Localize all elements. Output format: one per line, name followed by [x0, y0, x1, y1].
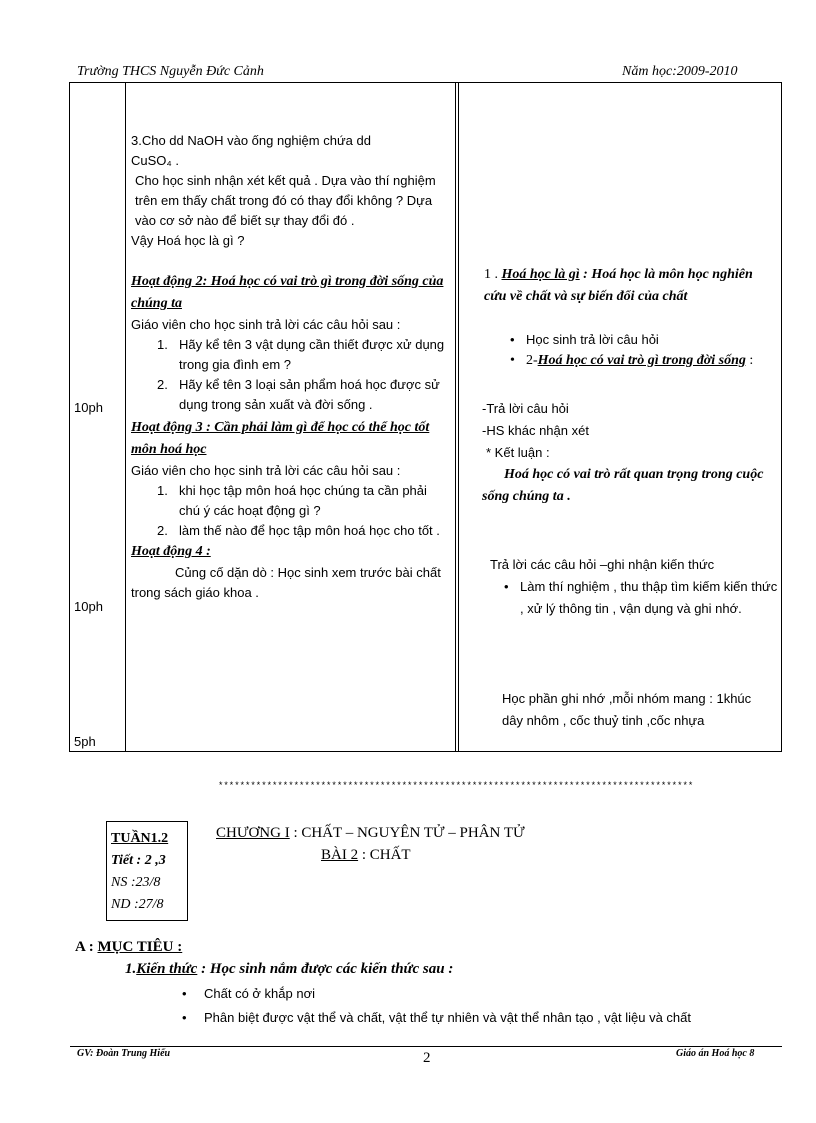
reply-text: -Trả lời câu hỏi — [482, 401, 569, 416]
separator-stars: **************************************************************************************** — [218, 781, 694, 791]
week-box — [106, 821, 188, 921]
nd-date: ND :27/8 — [111, 897, 164, 912]
student-answer-list — [508, 330, 778, 372]
activity-2-question-1: 1. Hãy kể tên 3 vật dụng cần thiết được xử dụng trong gia đình em ? — [157, 337, 445, 372]
teacher-column — [131, 131, 449, 603]
experiment-3-formula: CuSO₄ . — [131, 153, 179, 168]
activity-3-intro: Giáo viên cho học sinh trả lời các câu hỏi sau : — [131, 463, 401, 478]
activity-2-question-2: 2. Hãy kể tên 3 loại sản phẩm hoá học được sử dụng trong sản xuất và đời sống . — [157, 377, 440, 412]
footer-subject: Giáo án Hoá học 8 — [676, 1048, 755, 1059]
page-number: 2 — [423, 1050, 431, 1066]
table-divider-3 — [458, 82, 459, 752]
observe-text: Cho học sinh nhận xét kết quả . Dựa vào thí nghiệm trên em thấy chất trong đó có thay đổi không ? Dựa vào cơ sở nào để biết sự thay đổi đó . — [135, 173, 436, 228]
activity-4-body: Củng cố dặn dò : Học sinh xem trước bài chất trong sách giáo khoa . — [131, 565, 441, 600]
objective-item-1: • Chất có ở khắp nơi — [180, 982, 780, 1006]
student-answer: • Học sinh trả lời câu hỏi — [508, 330, 778, 350]
activity-3-question-2: 2. làm thế nào để học tập môn hoá học cho tốt . — [157, 523, 440, 538]
ns-date: NS :23/8 — [111, 875, 161, 890]
activity-3-title: Hoạt động 3 : Cần phải làm gì để học có thể học tốt môn hoá học — [131, 420, 430, 457]
time-cell-3: 5ph — [74, 734, 96, 749]
definition-block: 1 . Hoá học là gì : Hoá học là môn học nghiên cứu về chất và sự biến đổi của chất — [484, 267, 753, 304]
preparation-text: Học phần ghi nhớ ,mỗi nhóm mang : 1khúc dây nhôm , cốc thuỷ tinh ,cốc nhựa — [502, 691, 752, 728]
record-block — [490, 554, 780, 620]
lesson-title: BÀI 2 : CHẤT — [321, 847, 411, 863]
time-cell-2: 10ph — [74, 599, 103, 614]
table-divider-1 — [125, 82, 126, 752]
chapter-title: CHƯƠNG I : CHẤT – NGUYÊN TỬ – PHÂN TỬ — [216, 825, 525, 841]
role-heading: • 2-Hoá học có vai trò gì trong đời sống : — [508, 350, 778, 372]
definition-term: Hoá học là gì — [501, 267, 580, 282]
time-cell-1: 10ph — [74, 400, 103, 415]
conclusion-label: * Kết luận : — [486, 445, 550, 460]
knowledge-heading: 1.Kiến thức : Học sinh nắm được các kiến thức sau : — [125, 961, 454, 977]
activity-2-intro: Giáo viên cho học sinh trả lời các câu hỏi sau : — [131, 317, 401, 332]
activity-2-title: Hoạt động 2: Hoá học có vai trò gì trong đời sống của chúng ta — [131, 274, 444, 311]
school-name: Trường THCS Nguyễn Đức Cảnh — [77, 64, 264, 79]
footer-rule — [70, 1046, 782, 1047]
student-responses — [482, 398, 777, 508]
school-year: Năm học:2009-2010 — [622, 64, 738, 79]
method-text: • Làm thí nghiệm , thu thập tìm kiếm kiến thức , xử lý thông tin , vận dụng và ghi nhớ. — [502, 576, 780, 620]
week-label: TUẦN1.2 — [111, 831, 169, 846]
period-label: Tiết : 2 ,3 — [111, 853, 166, 868]
objective-item-2: • Phân biệt được vật thể và chất, vật thể tự nhiên và vật thể nhân tạo , vật liệu và chất — [180, 1006, 780, 1030]
record-text: Trả lời các câu hỏi –ghi nhận kiến thức — [490, 557, 715, 572]
activity-3-question-1: 1. khi học tập môn hoá học chúng ta cần phải chú ý các hoạt động gì ? — [157, 483, 427, 518]
activity-4-title: Hoạt động 4 : — [131, 544, 211, 559]
experiment-3: 3.Cho dd NaOH vào ống nghiệm chứa dd — [131, 133, 371, 148]
footer-teacher: GV: Đoàn Trung Hiếu — [77, 1048, 171, 1059]
objectives-title: A : MỤC TIÊU : — [75, 939, 183, 955]
peer-review-text: -HS khác nhận xét — [482, 423, 589, 438]
objective-list — [180, 982, 780, 1030]
question-text: Vậy Hoá học là gì ? — [131, 233, 245, 248]
table-divider-2 — [455, 82, 456, 752]
conclusion-text: Hoá học có vai trò rất quan trọng trong cuộc sống chúng ta . — [482, 467, 764, 504]
